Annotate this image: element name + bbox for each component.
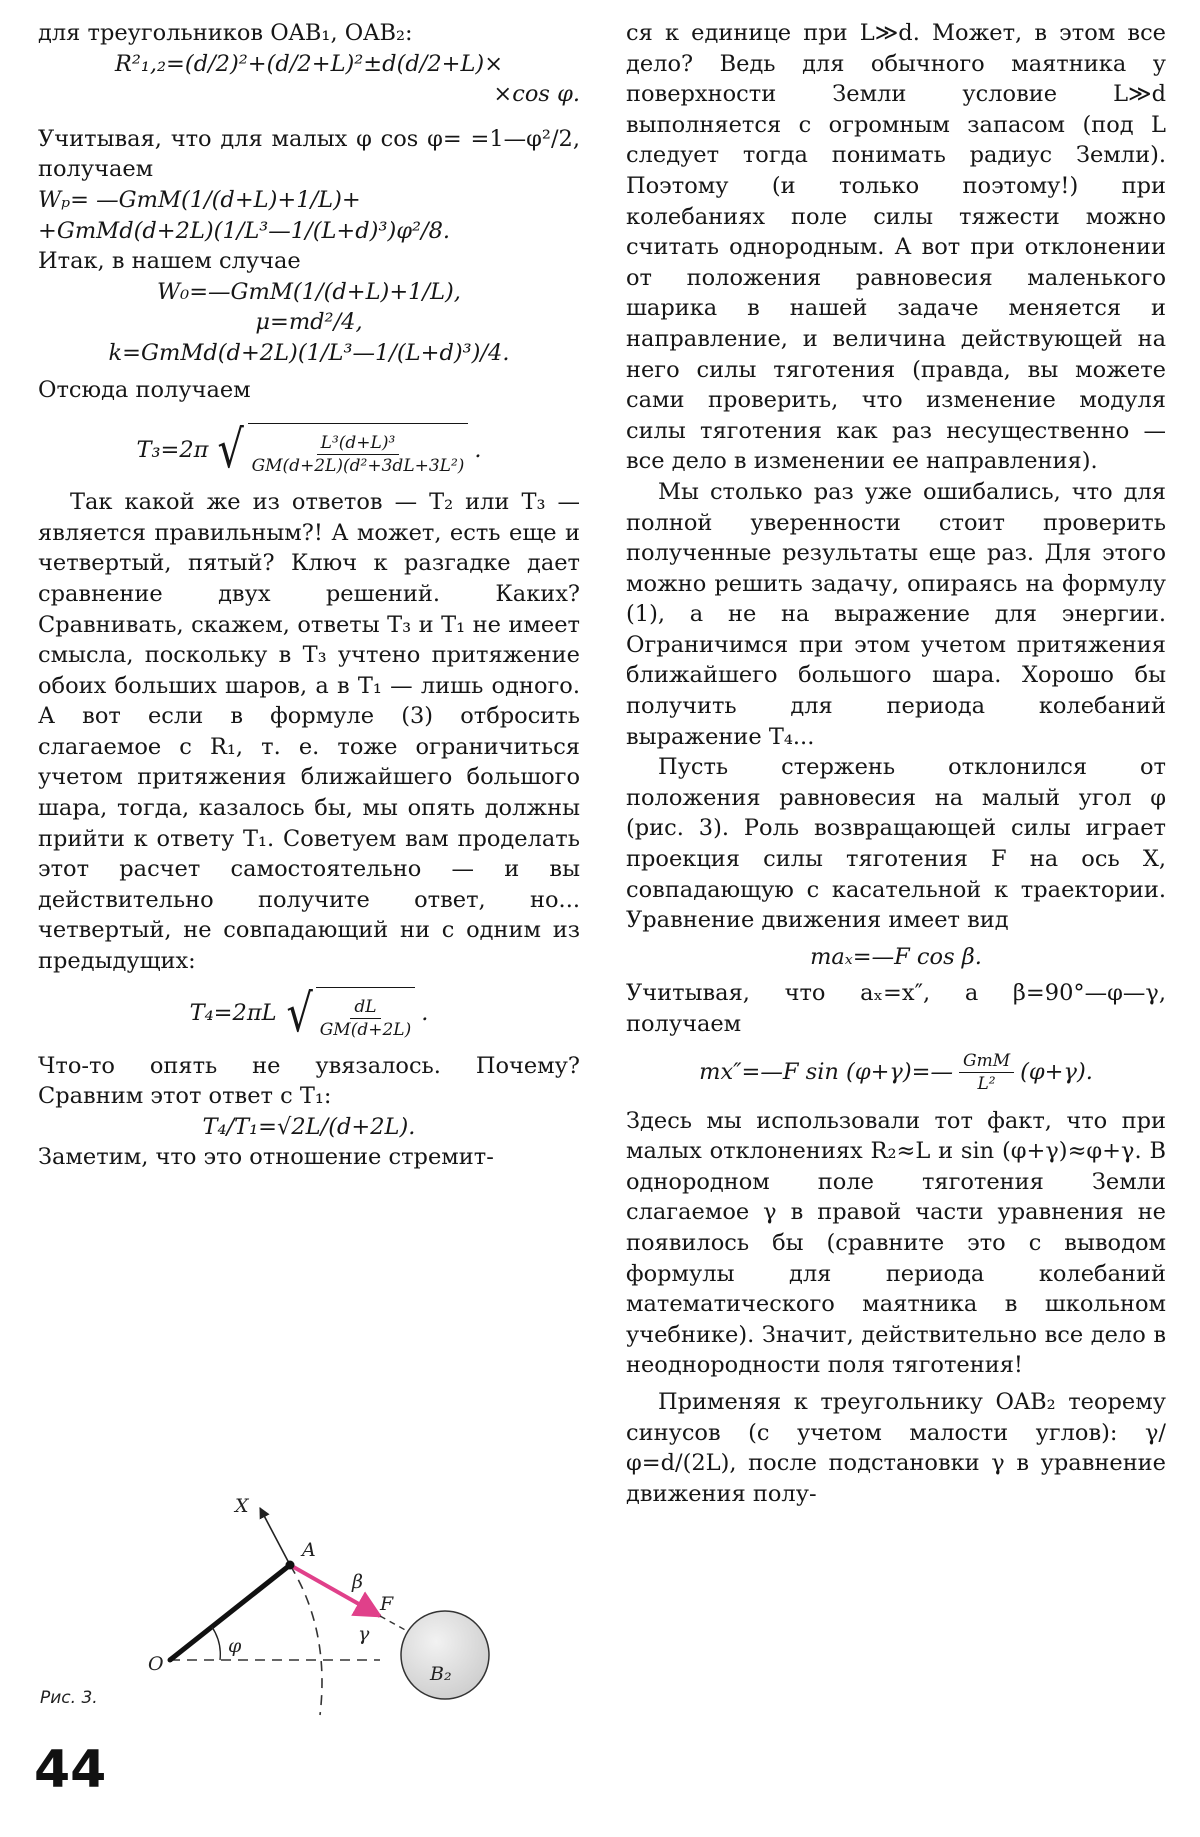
formula-r12: R²₁,₂=(d/2)²+(d/2+L)²±d(d/2+L)×	[114, 50, 504, 77]
formula-motion-2-lhs: mx″=—F sin (φ+γ)=—	[699, 1059, 954, 1086]
text-paragraph: Что-то опять не увязалось. Почему? Сравним этот ответ с T₁:	[38, 1052, 580, 1110]
trajectory-arc-dashed	[290, 1565, 322, 1715]
formula-mu: μ=md²/4,	[255, 309, 363, 336]
force-vector-arrow	[290, 1565, 380, 1616]
text-paragraph: Учитывая, что aₓ=x″, а β=90°—φ—γ, получаем	[626, 980, 1166, 1037]
formula-t3-lhs: T₃=2π	[136, 436, 209, 463]
label-f: F	[380, 1593, 394, 1615]
label-phi: φ	[228, 1635, 242, 1657]
formula-t4-denominator: GM(d+2L)	[319, 1019, 412, 1040]
formula-t4	[38, 983, 580, 1045]
radical-sign: √ $\frac{\text{L³(d+L)³}}{\text{GM(d+2L)(d²+3dL+3L²)}}$	[214, 423, 468, 477]
text-paragraph: Пусть стержень отклонился от положения равновесия на малый угол φ (рис. 3). Роль возвращающей силы играет проекция силы тяготения F на ось X, совпадающую с касательной к траектории. Уравнение движения имеет вид	[626, 754, 1166, 934]
tangent-axis-x	[260, 1508, 290, 1565]
label-gamma: γ	[358, 1623, 370, 1645]
formula-wp: Wₚ= —GmM(1/(d+L)+1/L)+	[38, 186, 361, 213]
formula-t4-numerator: dL	[350, 996, 380, 1019]
formula-t4-end: .	[421, 1000, 429, 1027]
formula-motion-2-denominator: L²	[977, 1074, 996, 1095]
big-ball-b2	[401, 1611, 489, 1699]
radical-sign: √ $\frac{dL}{GM(d+2L)}$	[283, 987, 416, 1041]
label-a: A	[302, 1539, 316, 1561]
formula-t3-denominator: GM(d+2L)(d²+3dL+3L²)	[251, 456, 465, 477]
left-column	[38, 18, 580, 1173]
label-b2: B₂	[430, 1663, 452, 1685]
text-line: для треугольников OAB₁, OAB₂:	[38, 20, 413, 46]
text-paragraph: Здесь мы использовали тот факт, что при малых отклонениях R₂≈L и sin (φ+γ)≈φ+γ. В однородном поле тяготения Земли слагаемое γ в правой части уравнения не появилось бы (сравните это с выводом формулы для периода колебаний математического маятника в школьном учебнике). Значит, действительно все дело в неоднородности поля тяготения!	[626, 1107, 1166, 1379]
formula-motion: maₓ=—F cos β.	[810, 943, 982, 970]
label-o: O	[148, 1653, 164, 1675]
angle-phi-arc	[212, 1627, 220, 1660]
formula-k: k=GmMd(d+2L)(1/L³—1/(L+d)³)/4.	[108, 339, 510, 366]
text-paragraph: Мы столько раз уже ошибались, что для полной уверенности стоит проверить полученные результаты еще раз. Для этого можно решить задачу, опираясь на формулу (1), а не на выражение для энергии. Ограничимся при этом учетом притяжения ближайшего большого шара. Хорошо бы получить для периода колебаний выражение T₄...	[626, 478, 1166, 750]
label-x: X	[235, 1495, 249, 1517]
formula-wp-cont: +GmMd(d+2L)(1/L³—1/(L+d)³)φ²/8.	[38, 217, 451, 244]
formula-t3-end: .	[474, 436, 482, 463]
text-line: Заметим, что это отношение стремит-	[38, 1144, 494, 1171]
formula-ratio: T₄/T₁=√2L/(d+2L).	[202, 1113, 416, 1140]
figure-pendulum-diagram	[30, 1430, 590, 1730]
point-o	[168, 1658, 173, 1663]
formula-t3	[38, 419, 580, 481]
right-column	[626, 18, 1166, 1509]
point-a	[286, 1561, 295, 1570]
text-paragraph: Учитывая, что для малых φ cos φ= =1—φ²/2, получаем	[38, 125, 580, 183]
text-paragraph: Так какой же из ответов — T₂ или T₃ — является правильным?! А может, есть еще и четвертый, пятый? Ключ к разгадке дает сравнение двух решений. Каких? Сравнивать, скажем, ответы T₃ и T₁ не имеет смысла, поскольку в T₃ учтено притяжение обоих больших шаров, а в T₁ — лишь одного. А вот если в формуле (3) отбросить слагаемое с R₁, т. е. тоже ограничиться учетом притяжения ближайшего большого шара, тогда, казалось бы, мы опять должны прийти к ответу T₁. Советуем вам проделать этот расчет самостоятельно — и вы действительно получите ответ, но... четвертый, не совпадающий ни с одним из предыдущих:	[38, 489, 580, 975]
text-line: Итак, в нашем случае	[38, 248, 301, 275]
formula-motion-2-rhs: (φ+γ).	[1020, 1059, 1093, 1086]
figure-caption: Рис. 3.	[40, 1688, 98, 1708]
label-beta: β	[352, 1571, 363, 1593]
formula-w0: W₀=—GmM(1/(d+L)+1/L),	[157, 278, 461, 305]
formula-motion-2	[626, 1046, 1166, 1100]
text-paragraph: ся к единице при L≫d. Может, в этом все дело? Ведь для обычного маятника у поверхности Земли условие L≫d выполняется с огромным запасом (под L следует тогда понимать радиус Земли). Поэтому (и только поэтому!) при колебаниях поле силы тяжести можно считать однородным. А вот при отклонении от положения равновесия маленького шарика в нашей задаче меняется и направление, и величина действующей на него силы тяготения (правда, вы можете сами проверить, что изменение модуля силы тяготения как раз несущественно — все дело в изменении ее направления).	[626, 20, 1166, 475]
formula-t4-lhs: T₄=2πL	[189, 1000, 277, 1027]
text-paragraph: Применяя к треугольнику OAB₂ теорему синусов (с учетом малости углов): γ/φ=d/(2L), после подстановки γ в уравнение движения полу-	[626, 1388, 1166, 1507]
formula-t3-numerator: L³(d+L)³	[317, 432, 400, 455]
page-number: 44	[34, 1740, 107, 1800]
formula-r12-cont: ×cos φ.	[493, 81, 580, 108]
text-line: Отсюда получаем	[38, 376, 251, 403]
formula-motion-2-numerator: GmM	[959, 1050, 1014, 1073]
